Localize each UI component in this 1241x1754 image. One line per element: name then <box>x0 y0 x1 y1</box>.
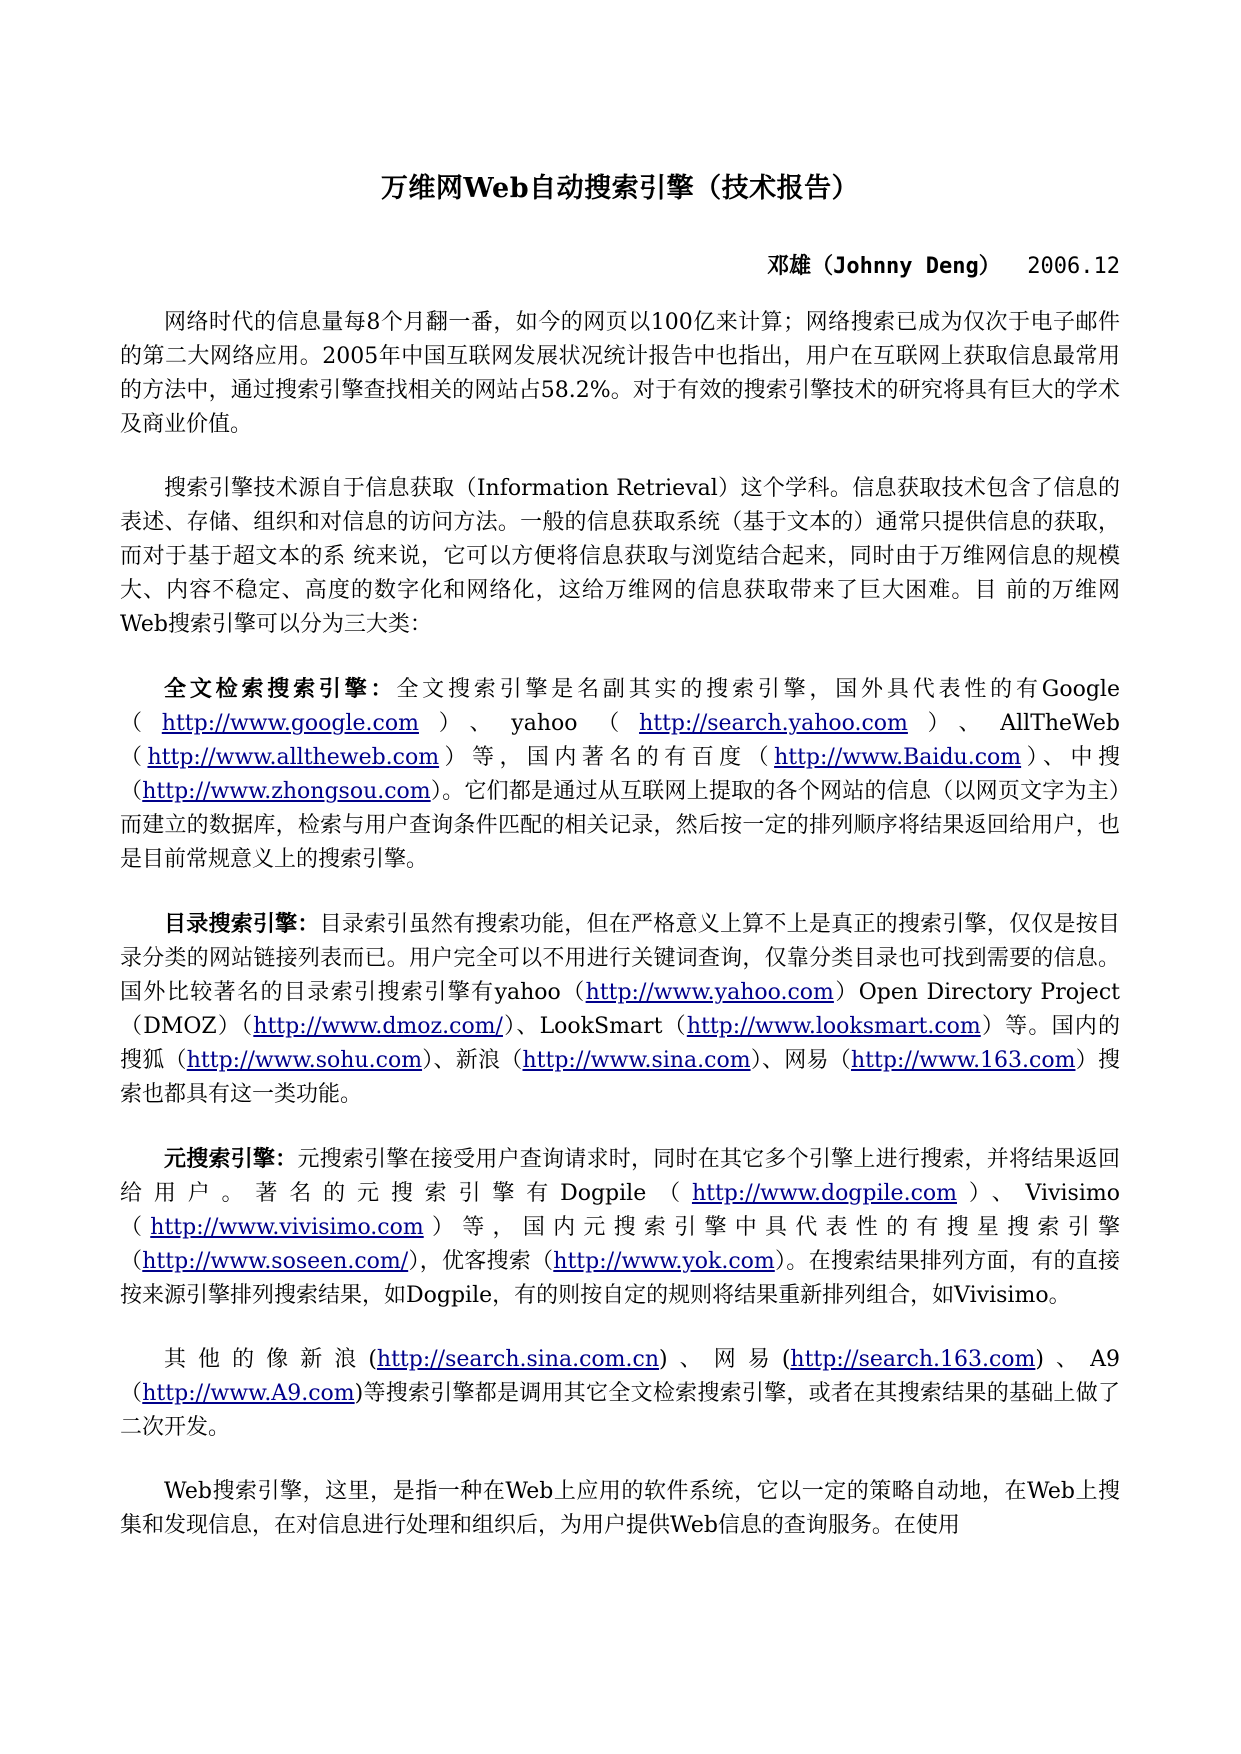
link-a9[interactable]: http://www.A9.com <box>142 1381 355 1406</box>
link-zhongsou[interactable]: http://www.zhongsou.com <box>142 779 431 804</box>
link-soseen[interactable]: http://www.soseen.com/ <box>142 1249 409 1274</box>
paragraph-intro: 网络时代的信息量每8个月翻一番，如今的网页以100亿来计算；网络搜索已成为仅次于电子邮件的第二大网络应用。2005年中国互联网发展状况统计报告中也指出，用户在互联网上获取信息最常用的方法中，通过搜索引擎查找相关的网站占58.2%。对于有效的搜索引擎技术的研究将具有巨大的学术及商业价值。 <box>120 310 1120 437</box>
paragraph-other-engines <box>120 1343 1120 1445</box>
paragraph-web-engine-definition: Web搜索引擎，这里，是指一种在Web上应用的软件系统，它以一定的策略自动地，在Web上搜集和发现信息，在对信息进行处理和组织后，为用户提供Web信息的查询服务。在使用 <box>120 1479 1120 1538</box>
link-yahoo-search[interactable]: http://search.yahoo.com <box>639 711 908 736</box>
paragraph-text: ）等，国内元搜索引擎中具代表性的有搜星搜索引擎（ <box>120 1215 1120 1274</box>
link-google[interactable]: http://www.google.com <box>161 711 419 736</box>
link-sina[interactable]: http://www.sina.com <box>522 1048 751 1073</box>
link-dogpile[interactable]: http://www.dogpile.com <box>691 1181 957 1206</box>
paragraph-text: 元搜索引擎在接受用户查询请求时，同时在其它多个引擎上进行搜索，并将结果返回给用户。著名的元搜索引擎有Dogpile（ <box>120 1147 1120 1206</box>
paragraph-meta-engines <box>120 1142 1120 1313</box>
paragraph-text: ）、网易（ <box>750 1048 852 1073</box>
paragraph-text: )、网易( <box>659 1347 791 1372</box>
fulltext-heading: 全文检索搜索引擎： <box>164 676 397 702</box>
paragraph-text: ）、yahoo（ <box>418 711 640 736</box>
paragraph-text: ）等，国内著名的有百度（ <box>439 745 775 770</box>
author-date: 2006.12 <box>1027 254 1120 279</box>
paragraph-text: ）、AllTheWeb（ <box>120 711 1120 770</box>
directory-heading: 目录搜索引擎： <box>164 911 320 937</box>
link-search-163[interactable]: http://search.163.com <box>790 1347 1036 1372</box>
link-vivisimo[interactable]: http://www.vivisimo.com <box>150 1215 424 1240</box>
paragraph-fulltext-engines <box>120 672 1120 877</box>
link-yok[interactable]: http://www.yok.com <box>553 1249 775 1274</box>
paragraph-text: )等搜索引擎都是调用其它全文检索搜索引擎，或者在其搜索结果的基础上做了二次开发。 <box>120 1381 1120 1440</box>
paragraph-text: ）Open Directory Project（DMOZ）（ <box>120 980 1120 1039</box>
paragraph-text: ）搜索也都具有这一类功能。 <box>120 1048 1120 1107</box>
paragraph-text: ），优客搜索（ <box>408 1249 554 1274</box>
link-alltheweb[interactable]: http://www.alltheweb.com <box>147 745 440 770</box>
paragraph-text: ）、中搜（ <box>120 745 1120 804</box>
paragraph-text: ）、LookSmart（ <box>502 1014 687 1039</box>
link-yahoo[interactable]: http://www.yahoo.com <box>585 980 834 1005</box>
meta-heading: 元搜索引擎： <box>164 1146 298 1172</box>
paragraph-text: 目录索引虽然有搜索功能，但在严格意义上算不上是真正的搜索引擎，仅仅是按目录分类的网站链接列表而已。用户完全可以不用进行关键词查询，仅靠分类目录也可找到需要的信息。国外比较著名的目录索引搜索引擎有yahoo（ <box>120 912 1120 1005</box>
author-name: 邓雄（Johnny Deng） <box>767 254 1001 279</box>
document-page <box>120 140 1120 1543</box>
link-163[interactable]: http://www.163.com <box>851 1048 1076 1073</box>
link-search-sina[interactable]: http://search.sina.com.cn <box>376 1347 660 1372</box>
document-title: 万维网Web自动搜索引擎（技术报告） <box>380 173 860 204</box>
paragraph-text: )、A9（ <box>120 1347 1120 1406</box>
link-baidu[interactable]: http://www.Baidu.com <box>774 745 1022 770</box>
paragraph-text: 其他的像新浪( <box>164 1347 377 1372</box>
paragraph-text: ）等。国内的搜狐（ <box>120 1014 1120 1073</box>
paragraph-ir: 搜索引擎技术源自于信息获取（Information Retrieval）这个学科。信息获取技术包含了信息的表述、存储、组织和对信息的访问方法。一般的信息获取系统（基于文本的）通常只提供信息的获取，而对于基于超文本的系 统来说，它可以方便将信息获取与浏览结合起来，同时由于万维网信息的规模大、内容不稳定、高度的数字化和网络化，这给万维网的信息获取带来了巨大困难。目 前的万维网Web搜索引擎可以分为三大类： <box>120 476 1120 637</box>
link-looksmart[interactable]: http://www.looksmart.com <box>686 1014 981 1039</box>
link-dmoz[interactable]: http://www.dmoz.com/ <box>253 1014 503 1039</box>
paragraph-text: ）、Vivisimo（ <box>120 1181 1120 1240</box>
paragraph-text: ）。在搜索结果排列方面，有的直接按来源引擎排列搜索结果，如Dogpile，有的则按自定的规则将结果重新排列组合，如Vivisimo。 <box>120 1249 1120 1308</box>
paragraph-text: ）。它们都是通过从互联网上提取的各个网站的信息（以网页文字为主）而建立的数据库，检索与用户查询条件匹配的相关记录，然后按一定的排列顺序将结果返回给用户，也是目前常规意义上的搜索引擎。 <box>120 779 1120 872</box>
author-line <box>120 249 1120 280</box>
paragraph-text: 全文搜索引擎是名副其实的搜索引擎，国外具代表性的有Google（ <box>120 677 1120 736</box>
paragraph-directory-engines <box>120 907 1120 1112</box>
link-sohu[interactable]: http://www.sohu.com <box>186 1048 423 1073</box>
paragraph-text: ）、新浪（ <box>422 1048 523 1073</box>
